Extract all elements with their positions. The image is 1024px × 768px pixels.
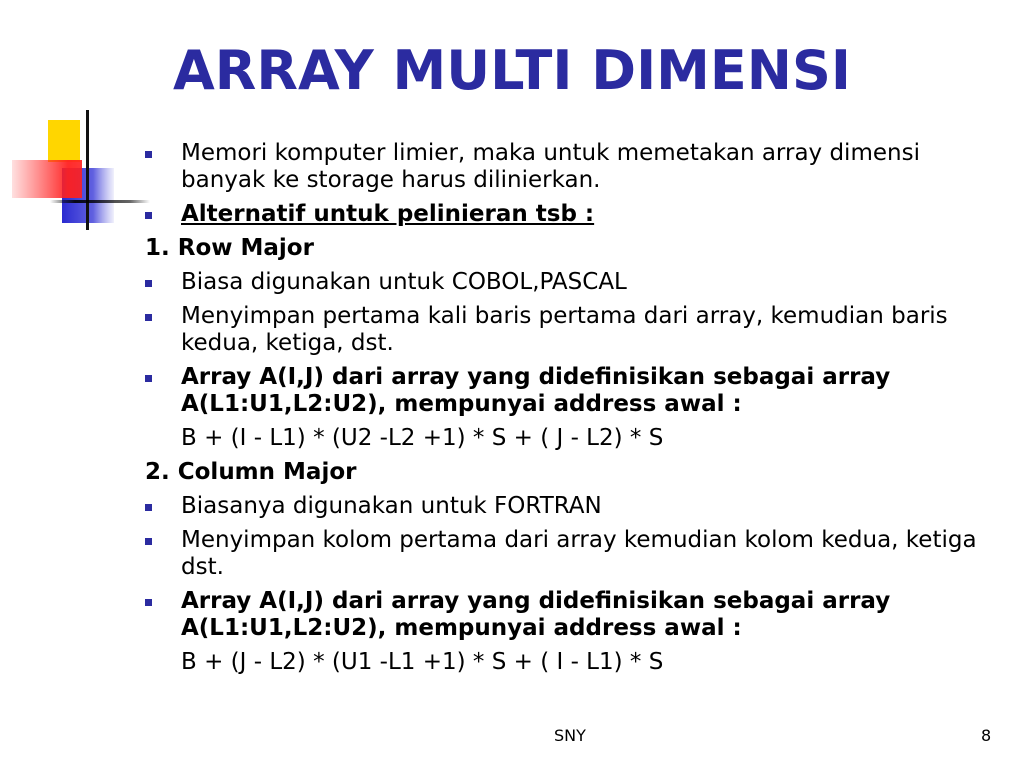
list-item — [145, 269, 995, 296]
bullet-icon — [145, 538, 152, 545]
item-text: Menyimpan pertama kali baris pertama dari array, kemudian baris kedua, ketiga, dst. — [181, 303, 948, 356]
section-heading-column-major: 2. Column Major — [145, 459, 357, 485]
section-heading-row-major: 1. Row Major — [145, 235, 314, 261]
bullet-icon — [145, 151, 152, 158]
list-item — [145, 588, 995, 642]
bullet-icon — [145, 375, 152, 382]
decorative-squares-graphic — [0, 100, 150, 240]
page-number: 8 — [981, 726, 992, 745]
item-text: Menyimpan kolom pertama dari array kemudian kolom kedua, ketiga dst. — [181, 527, 977, 580]
formula-row-major: B + (I - L1) * (U2 -L2 +1) * S + ( J - L2) * S — [181, 425, 664, 451]
bullet-icon — [145, 280, 152, 287]
item-text: Alternatif untuk pelinieran tsb : — [181, 201, 595, 227]
item-text: Biasanya digunakan untuk FORTRAN — [181, 493, 602, 519]
item-text: Array A(I,J) dari array yang didefinisikan sebagai array A(L1:U1,L2:U2), mempunyai address awal : — [181, 364, 891, 417]
item-text: Array A(I,J) dari array yang didefinisikan sebagai array A(L1:U1,L2:U2), mempunyai address awal : — [181, 588, 891, 641]
item-text: Memori komputer limier, maka untuk memetakan array dimensi banyak ke storage harus dilinierkan. — [181, 140, 920, 193]
item-text: Biasa digunakan untuk COBOL,PASCAL — [181, 269, 627, 295]
slide-content — [145, 140, 995, 683]
slide-title: ARRAY MULTI DIMENSI — [173, 39, 851, 102]
footer-author: SNY — [554, 726, 586, 745]
list-item — [145, 303, 995, 357]
list-item — [145, 364, 995, 418]
formula-column-major: B + (J - L2) * (U1 -L1 +1) * S + ( I - L1) * S — [181, 649, 664, 675]
list-item — [145, 527, 995, 581]
list-item — [145, 493, 995, 520]
bullet-icon — [145, 599, 152, 606]
bullet-icon — [145, 314, 152, 321]
list-item — [145, 201, 995, 228]
bullet-icon — [145, 212, 152, 219]
bullet-icon — [145, 504, 152, 511]
list-item — [145, 140, 995, 194]
